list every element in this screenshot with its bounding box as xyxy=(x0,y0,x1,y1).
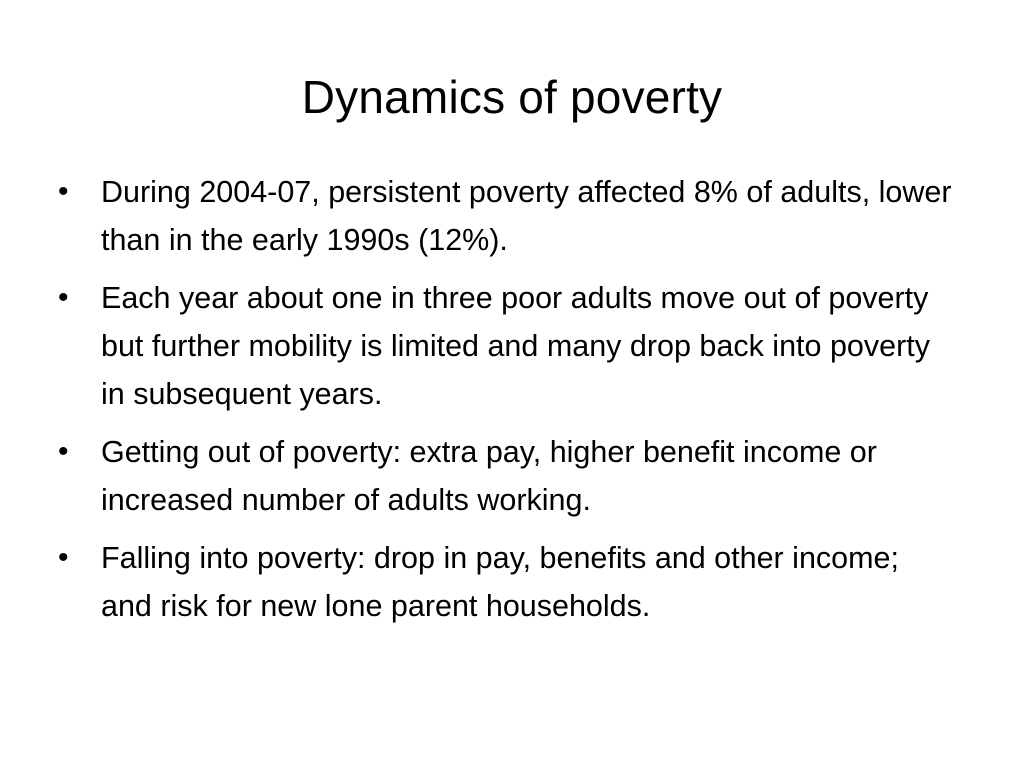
bullet-text: During 2004-07, persistent poverty affected 8% of adults, lower than in the early 1990s (12%). xyxy=(101,175,952,257)
bullet-icon: • xyxy=(58,541,69,574)
bullet-text: Falling into poverty: drop in pay, benefits and other income; and risk for new lone parent households. xyxy=(101,541,899,623)
bullet-item xyxy=(58,428,958,524)
bullet-item xyxy=(58,534,958,630)
bullet-icon: • xyxy=(58,281,69,314)
bullet-item xyxy=(58,274,958,418)
bullet-icon: • xyxy=(58,175,69,208)
bullet-text: Getting out of poverty: extra pay, higher benefit income or increased number of adults working. xyxy=(101,435,877,517)
slide-title: Dynamics of poverty xyxy=(301,71,723,123)
bullet-text: Each year about one in three poor adults move out of poverty but further mobility is limited and many drop back into poverty in subsequent years. xyxy=(101,281,930,411)
bullet-item xyxy=(58,168,958,264)
bullet-list xyxy=(58,168,958,640)
bullet-icon: • xyxy=(58,435,69,468)
